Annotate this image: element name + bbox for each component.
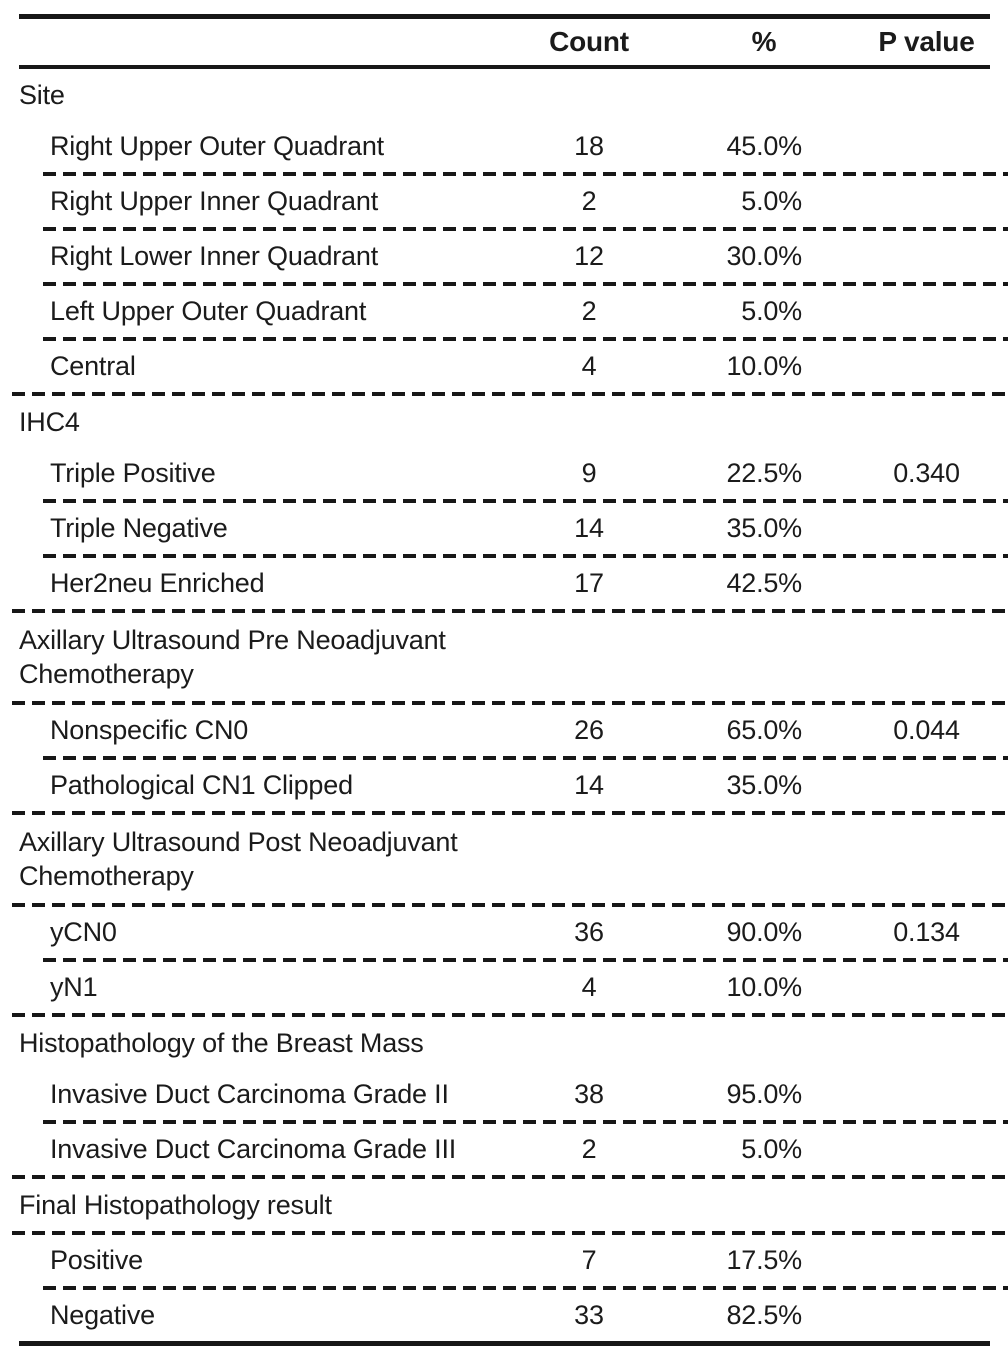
column-header-count: Count bbox=[549, 26, 629, 57]
table-row bbox=[19, 760, 990, 811]
row-count: 26 bbox=[574, 715, 604, 745]
row-percent: 35.0% bbox=[726, 513, 802, 543]
row-percent: 5.0% bbox=[741, 1134, 802, 1164]
row-pvalue: 0.340 bbox=[893, 458, 960, 488]
table-row bbox=[19, 341, 990, 392]
row-count: 4 bbox=[581, 351, 597, 381]
row-count: 7 bbox=[581, 1245, 597, 1275]
row-label: Invasive Duct Carcinoma Grade III bbox=[50, 1134, 457, 1164]
group-label: Histopathology of the Breast Mass bbox=[19, 1027, 424, 1058]
row-count: 18 bbox=[574, 131, 604, 161]
table-header-row bbox=[19, 19, 990, 65]
row-label: Triple Positive bbox=[50, 458, 216, 488]
row-percent: 90.0% bbox=[726, 917, 802, 947]
group-header-site bbox=[19, 69, 990, 121]
row-label: Positive bbox=[50, 1245, 143, 1275]
row-percent: 10.0% bbox=[726, 351, 802, 381]
row-count: 2 bbox=[581, 296, 597, 326]
group-label: Site bbox=[19, 79, 65, 110]
table-row bbox=[19, 1069, 990, 1120]
group-header-histopathology bbox=[19, 1017, 990, 1069]
group-label-line1: Axillary Ultrasound Pre Neoadjuvant bbox=[19, 625, 446, 655]
row-label: yCN0 bbox=[50, 917, 117, 947]
column-header-percent: % bbox=[751, 26, 777, 57]
row-percent: 82.5% bbox=[726, 1300, 802, 1330]
row-percent: 22.5% bbox=[726, 458, 802, 488]
table-row bbox=[19, 705, 990, 756]
row-label: Right Lower Inner Quadrant bbox=[50, 241, 378, 271]
group-label-line1: Axillary Ultrasound Post Neoadjuvant bbox=[19, 827, 458, 857]
group-label-line2: Chemotherapy bbox=[19, 659, 194, 689]
row-count: 2 bbox=[581, 1134, 597, 1164]
row-percent: 65.0% bbox=[726, 715, 802, 745]
row-count: 33 bbox=[574, 1300, 604, 1330]
row-percent: 5.0% bbox=[741, 186, 802, 216]
row-percent: 17.5% bbox=[726, 1245, 802, 1275]
row-count: 12 bbox=[574, 241, 604, 271]
row-percent: 42.5% bbox=[726, 568, 802, 598]
row-count: 4 bbox=[581, 972, 597, 1002]
row-label: Pathological CN1 Clipped bbox=[50, 770, 353, 800]
row-pvalue: 0.134 bbox=[893, 917, 960, 947]
row-percent: 5.0% bbox=[741, 296, 802, 326]
row-label: Triple Negative bbox=[50, 513, 228, 543]
row-percent: 95.0% bbox=[726, 1079, 802, 1109]
table-row bbox=[19, 448, 990, 499]
row-label: Left Upper Outer Quadrant bbox=[50, 296, 367, 326]
row-percent: 35.0% bbox=[726, 770, 802, 800]
row-label: yN1 bbox=[50, 972, 98, 1002]
row-count: 36 bbox=[574, 917, 604, 947]
table-row bbox=[19, 558, 990, 609]
row-label: Invasive Duct Carcinoma Grade II bbox=[50, 1079, 449, 1109]
group-header-axillary-post bbox=[19, 815, 990, 903]
row-count: 14 bbox=[574, 770, 604, 800]
row-percent: 30.0% bbox=[726, 241, 802, 271]
table-row bbox=[19, 1124, 990, 1175]
table-row bbox=[19, 962, 990, 1013]
row-label: Central bbox=[50, 351, 136, 381]
row-label: Right Upper Outer Quadrant bbox=[50, 131, 384, 161]
table-row bbox=[19, 176, 990, 227]
group-label: Final Histopathology result bbox=[19, 1189, 332, 1220]
row-label: Her2neu Enriched bbox=[50, 568, 265, 598]
group-label: IHC4 bbox=[19, 406, 80, 437]
row-count: 9 bbox=[581, 458, 597, 488]
row-label: Right Upper Inner Quadrant bbox=[50, 186, 378, 216]
table-row bbox=[19, 286, 990, 337]
row-count: 14 bbox=[574, 513, 604, 543]
row-label: Nonspecific CN0 bbox=[50, 715, 249, 745]
row-count: 38 bbox=[574, 1079, 604, 1109]
table-bottom-rule bbox=[19, 1341, 990, 1346]
row-label: Negative bbox=[50, 1300, 155, 1330]
row-count: 2 bbox=[581, 186, 597, 216]
table-row bbox=[19, 1235, 990, 1286]
group-header-ihc4 bbox=[19, 396, 990, 448]
row-pvalue: 0.044 bbox=[893, 715, 960, 745]
group-label-line2: Chemotherapy bbox=[19, 861, 194, 891]
table-row bbox=[19, 907, 990, 958]
group-header-axillary-pre bbox=[19, 613, 990, 701]
table-row bbox=[19, 121, 990, 172]
table-row bbox=[19, 1290, 990, 1341]
row-percent: 45.0% bbox=[726, 131, 802, 161]
table-row bbox=[19, 231, 990, 282]
column-header-pvalue: P value bbox=[878, 26, 975, 57]
group-header-final-result bbox=[19, 1179, 990, 1231]
table-row bbox=[19, 503, 990, 554]
row-count: 17 bbox=[574, 568, 604, 598]
row-percent: 10.0% bbox=[726, 972, 802, 1002]
